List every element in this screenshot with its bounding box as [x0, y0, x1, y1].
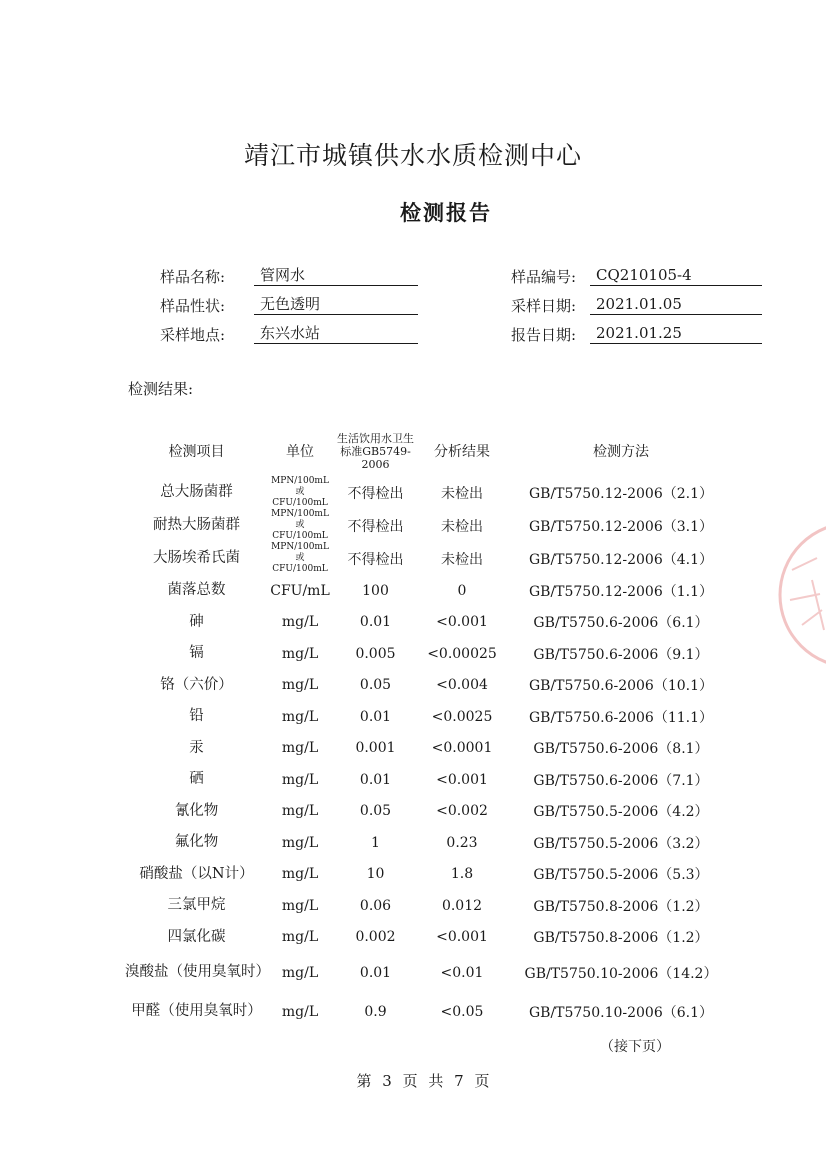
- table-row: [125, 992, 737, 1031]
- cell-item: 三氯甲烷: [167, 897, 226, 914]
- sampling-site-value: 东兴水站: [254, 323, 418, 344]
- cell-unit: CFU/mL: [270, 582, 330, 599]
- cell-result: <0.004: [436, 677, 488, 694]
- cell-method: GB/T5750.5-2006（5.3）: [533, 867, 709, 884]
- cell-standard: 0.005: [355, 645, 396, 662]
- cell-method: GB/T5750.10-2006（6.1）: [528, 1004, 714, 1021]
- cell-method: GB/T5750.5-2006（4.2）: [533, 804, 709, 821]
- cell-standard: 不得检出: [347, 551, 404, 568]
- info-row-2: [0, 295, 826, 317]
- cell-result: 0.23: [446, 834, 478, 851]
- cell-standard: 0.01: [359, 771, 392, 788]
- cell-unit: mg/L: [281, 897, 319, 914]
- cell-standard: 1: [371, 834, 380, 851]
- cell-method: GB/T5750.12-2006（3.1）: [528, 518, 714, 535]
- sample-no-value: CQ210105-4: [590, 265, 762, 286]
- cell-result: <0.0025: [431, 708, 493, 725]
- cell-standard: 0.01: [359, 614, 392, 631]
- cell-standard: 0.002: [355, 929, 396, 946]
- cell-result: 0.012: [441, 897, 483, 914]
- table-row: [125, 796, 737, 828]
- cell-result: 1.8: [450, 866, 474, 883]
- cell-item: 硝酸盐（以N计）: [139, 865, 254, 882]
- sample-no-label: 样品编号:: [510, 268, 576, 286]
- table-row: [125, 953, 737, 992]
- table-row: [125, 733, 737, 765]
- sampling-date-value: 2021.01.05: [590, 294, 762, 315]
- table-row: [125, 509, 737, 542]
- cell-unit: mg/L: [281, 929, 319, 946]
- cell-unit: mg/L: [281, 866, 319, 883]
- cell-item: 甲醛（使用臭氧时）: [131, 1003, 262, 1019]
- cell-standard: 不得检出: [347, 485, 404, 502]
- cell-unit: mg/L: [281, 614, 319, 631]
- cell-item: 镉: [189, 645, 204, 662]
- red-seal-stamp: [772, 510, 826, 680]
- cell-method: GB/T5750.6-2006（6.1）: [533, 615, 709, 632]
- info-row-1: [0, 266, 826, 288]
- cell-method: GB/T5750.12-2006（4.1）: [528, 551, 714, 568]
- page-footer: 第 3 页 共 7 页: [356, 1072, 490, 1090]
- table-row: [125, 827, 737, 859]
- cell-method: GB/T5750.10-2006（14.2）: [524, 965, 718, 982]
- table-row: [125, 638, 737, 670]
- cell-result: <0.00025: [427, 645, 497, 662]
- sample-desc-label: 样品性状:: [159, 297, 225, 315]
- info-row-3: [0, 324, 826, 346]
- header-item: 检测项目: [168, 444, 225, 460]
- cell-item: 菌落总数: [167, 582, 226, 599]
- cell-item: 砷: [189, 613, 204, 630]
- cell-item: 铅: [189, 708, 204, 725]
- cell-standard: 0.06: [359, 897, 392, 914]
- cell-method: GB/T5750.6-2006（7.1）: [533, 772, 709, 789]
- cell-result: <0.002: [436, 803, 488, 820]
- cell-method: GB/T5750.12-2006（1.1）: [528, 583, 714, 600]
- header-result: 分析结果: [434, 444, 490, 460]
- cell-method: GB/T5750.8-2006（1.2）: [533, 898, 709, 915]
- table-row: [125, 701, 737, 733]
- cell-method: GB/T5750.6-2006（9.1）: [533, 646, 709, 663]
- sample-desc-value: 无色透明: [254, 294, 418, 315]
- continue-note: （接下页）: [600, 1039, 670, 1055]
- sample-name-value: 管网水: [254, 265, 418, 286]
- cell-item: 四氯化碳: [167, 928, 226, 945]
- header-method: 检测方法: [593, 444, 649, 460]
- cell-unit: MPN/100mL或CFU/100mL: [271, 542, 329, 574]
- cell-standard: 0.01: [359, 708, 392, 725]
- cell-method: GB/T5750.6-2006（10.1）: [528, 678, 714, 695]
- table-row: [125, 764, 737, 796]
- cell-unit: mg/L: [281, 645, 319, 662]
- sampling-date-label: 采样日期:: [510, 297, 576, 315]
- table-row: [125, 890, 737, 922]
- table-row: [125, 607, 737, 639]
- cell-result: <0.001: [436, 929, 488, 946]
- table-row: [125, 670, 737, 702]
- cell-result: <0.05: [440, 1003, 484, 1020]
- cell-unit: mg/L: [281, 803, 319, 820]
- cell-standard: 10: [366, 866, 385, 883]
- cell-item: 耐热大肠菌群: [153, 517, 240, 533]
- table-row: [125, 542, 737, 575]
- sample-name-label: 样品名称:: [159, 268, 225, 286]
- cell-item: 溴酸盐（使用臭氧时）: [125, 964, 270, 980]
- results-body: [125, 476, 737, 1031]
- table-row: [125, 575, 737, 607]
- cell-item: 大肠埃希氏菌: [153, 550, 240, 566]
- cell-unit: mg/L: [281, 708, 319, 725]
- table-header-row: [125, 426, 737, 476]
- cell-method: GB/T5750.6-2006（8.1）: [533, 741, 709, 758]
- cell-result: 未检出: [441, 485, 483, 502]
- cell-standard: 100: [362, 582, 389, 599]
- cell-standard: 0.01: [359, 964, 392, 981]
- results-label: 检测结果:: [128, 380, 194, 398]
- org-title: 靖江市城镇供水水质检测中心: [243, 141, 582, 170]
- report-date-label: 报告日期:: [510, 326, 576, 344]
- cell-result: 未检出: [441, 518, 483, 535]
- cell-unit: mg/L: [281, 1003, 319, 1020]
- cell-unit: mg/L: [281, 834, 319, 851]
- report-date-value: 2021.01.25: [590, 323, 762, 344]
- header-standard: 生活饮用水卫生标准GB5749-2006: [337, 431, 414, 471]
- cell-unit: mg/L: [281, 964, 319, 981]
- cell-result: <0.001: [436, 771, 488, 788]
- header-unit: 单位: [286, 444, 314, 460]
- cell-result: 0: [457, 582, 467, 599]
- table-row: [125, 922, 737, 954]
- cell-item: 氰化物: [174, 802, 219, 819]
- cell-unit: mg/L: [281, 677, 319, 694]
- cell-standard: 0.05: [359, 677, 392, 694]
- report-title: 检测报告: [400, 200, 492, 225]
- cell-method: GB/T5750.12-2006（2.1）: [528, 485, 714, 502]
- cell-standard: 0.001: [355, 740, 396, 757]
- cell-standard: 0.9: [364, 1003, 387, 1020]
- sampling-site-label: 采样地点:: [159, 326, 225, 344]
- table-row: [125, 476, 737, 509]
- table-row: [125, 859, 737, 891]
- cell-item: 总大肠菌群: [160, 484, 233, 500]
- cell-method: GB/T5750.6-2006（11.1）: [528, 709, 714, 726]
- results-table: [125, 426, 737, 1031]
- stamp-marks: [790, 558, 824, 630]
- cell-result: <0.001: [436, 614, 488, 631]
- cell-item: 氟化物: [174, 834, 219, 851]
- cell-unit: MPN/100mL或CFU/100mL: [271, 509, 329, 541]
- cell-item: 硒: [189, 771, 204, 788]
- cell-method: GB/T5750.5-2006（3.2）: [533, 835, 709, 852]
- cell-item: 铬（六价）: [160, 676, 233, 693]
- cell-standard: 不得检出: [347, 518, 404, 535]
- cell-result: <0.0001: [431, 740, 493, 757]
- cell-unit: mg/L: [281, 771, 319, 788]
- cell-method: GB/T5750.8-2006（1.2）: [533, 930, 709, 947]
- cell-standard: 0.05: [359, 803, 392, 820]
- cell-result: 未检出: [441, 551, 483, 568]
- cell-unit: MPN/100mL或CFU/100mL: [271, 476, 329, 508]
- cell-result: <0.01: [440, 964, 484, 981]
- cell-unit: mg/L: [281, 740, 319, 757]
- cell-item: 汞: [189, 739, 204, 756]
